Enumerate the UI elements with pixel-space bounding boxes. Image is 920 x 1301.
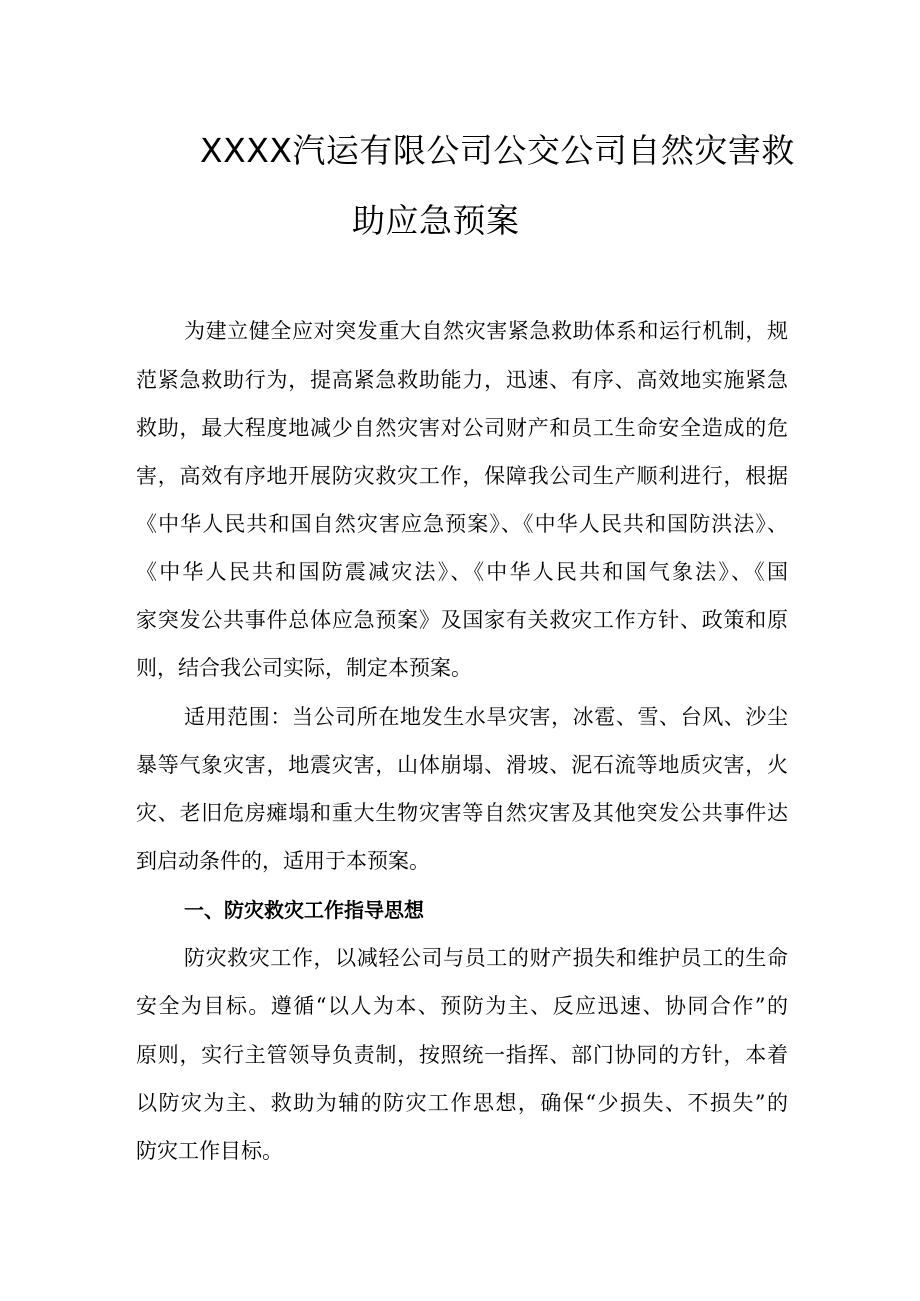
paragraph-2-line-2: 暴等气象灾害，地震灾害，山体崩塌、滑坡、泥石流等地质灾害，火: [136, 753, 788, 777]
paragraph-1-line-5: 《中华人民共和国自然灾害应急预案》、《中华人民共和国防洪法》、: [136, 512, 788, 536]
paragraph-3-line-1: 防灾救灾工作，以减轻公司与员工的财产损失和维护员工的生命: [184, 946, 788, 970]
paragraph-1-line-7: 家突发公共事件总体应急预案》及国家有关救灾工作方针、政策和原: [136, 608, 788, 632]
paragraph-2-line-4: 到启动条件的，适用于本预案。: [136, 849, 430, 873]
paragraph-3-line-2: 安全为目标。遵循“以人为本、预防为主、反应迅速、协同合作”的: [136, 994, 788, 1018]
paragraph-1-line-2: 范紧急救助行为，提高紧急救助能力，迅速、有序、高效地实施紧急: [136, 368, 788, 392]
section-1-heading: 一、防灾救灾工作指导思想: [184, 898, 424, 922]
paragraph-3-line-4: 以防灾为主、救助为辅的防灾工作思想，确保“少损失、不损失”的: [136, 1091, 788, 1115]
paragraph-1-line-4: 害，高效有序地开展防灾救灾工作，保障我公司生产顺利进行，根据: [136, 464, 788, 488]
paragraph-2-line-1: 适用范围：当公司所在地发生水旱灾害，冰雹、雪、台风、沙尘: [184, 705, 788, 729]
paragraph-3-line-5: 防灾工作目标。: [136, 1139, 283, 1163]
paragraph-1-line-3: 救助，最大程度地减少自然灾害对公司财产和员工生命安全造成的危: [136, 416, 788, 440]
paragraph-1-line-6: 《中华人民共和国防震减灾法》、《中华人民共和国气象法》、《国: [136, 560, 788, 584]
paragraph-1-line-8: 则，结合我公司实际，制定本预案。: [136, 656, 472, 680]
paragraph-2-line-3: 灾、老旧危房瘫塌和重大生物灾害等自然灾害及其他突发公共事件达: [136, 801, 788, 825]
paragraph-1-line-1: 为建立健全应对突发重大自然灾害紧急救助体系和运行机制，规: [184, 319, 788, 343]
document-title-line-2: 助应急预案: [352, 201, 520, 240]
paragraph-3-line-3: 原则，实行主管领导负责制，按照统一指挥、部门协同的方针，本着: [136, 1043, 788, 1067]
document-title-line-1: XXXX汽运有限公司公交公司自然灾害救: [200, 131, 795, 170]
